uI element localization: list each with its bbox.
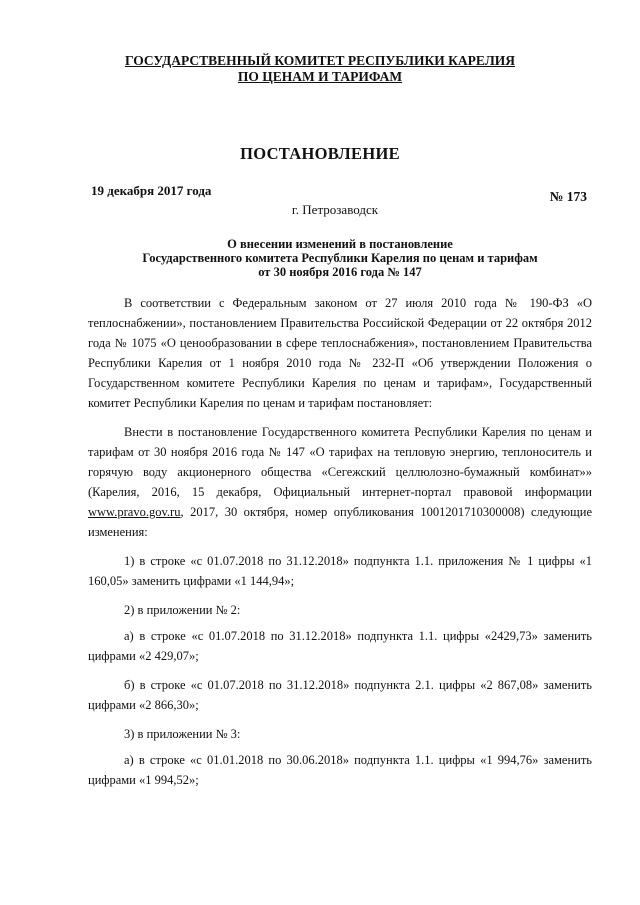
issuer-line-2: ПО ЦЕНАМ И ТАРИФАМ <box>237 69 403 84</box>
amendment-item-3a: а) в строке «с 01.01.2018 по 30.06.2018» подпункта 1.1. цифры «1 994,76» заменить цифрами «1 994,52»; <box>88 753 592 787</box>
document-type-title: ПОСТАНОВЛЕНИЕ <box>240 144 400 163</box>
issuer-line-1: ГОСУДАРСТВЕННЫЙ КОМИТЕТ РЕСПУБЛИКИ КАРЕЛИЯ <box>124 53 516 68</box>
amendment-item-3: 3) в приложении № 3: <box>124 727 241 741</box>
document-city: г. Петрозаводск <box>291 202 379 217</box>
subject-line-2: Государственного комитета Республики Карелия по ценам и тарифам <box>142 251 538 265</box>
issuer-header <box>0 53 640 85</box>
document-number: № 173 <box>549 189 587 204</box>
intro-text-2: , 2017, 30 октября, номер опубликования 1001201710300008) следующие изменения: <box>88 505 592 539</box>
intro-text-1: Внести в постановление Государственного комитета Республики Карелия по ценам и тарифам от 30 ноября 2016 года № 147 «О тарифах на тепловую энергию, теплоноситель и горячую воду акционерного общества «Сегежский целлюлозно-бумажный комбинат»» (Карелия, 2016, 15 декабря, Официальный интернет-портал правовой информации <box>88 425 592 499</box>
document-date: 19 декабря 2017 года <box>91 183 212 198</box>
amendment-item-2b: б) в строке «с 01.07.2018 по 31.12.2018» подпункта 2.1. цифры «2 867,08» заменить цифрами «2 866,30»; <box>88 678 592 712</box>
subject-line-3: от 30 ноября 2016 года № 147 <box>258 265 422 279</box>
document-body <box>88 293 592 799</box>
document-subject <box>90 237 590 279</box>
preamble-paragraph: В соответствии с Федеральным законом от 27 июля 2010 года № 190-ФЗ «О теплоснабжении», постановлением Правительства Российской Федерации от 22 октября 2012 года № 1075 «О ценообразовании в сфере теплоснабжения», постановлением Правительства Республики Карелия от 1 ноября 2010 года № 232-П «Об утверждении Положения о Государственном комитете Республики Карелия по ценам и тарифам», Государственный комитет Республики Карелия по ценам и тарифам постановляет: <box>88 296 592 410</box>
amendment-item-1: 1) в строке «с 01.07.2018 по 31.12.2018» подпункта 1.1. приложения № 1 цифры «1 160,05» заменить цифрами «1 144,94»; <box>88 554 592 588</box>
subject-line-1: О внесении изменений в постановление <box>227 237 453 251</box>
amendment-item-2a: а) в строке «с 01.07.2018 по 31.12.2018» подпункта 1.1. цифры «2429,73» заменить цифрами «2 429,07»; <box>88 629 592 663</box>
amendment-item-2: 2) в приложении № 2: <box>124 603 241 617</box>
pravo-link[interactable]: www.pravo.gov.ru <box>88 505 181 519</box>
intro-paragraph <box>88 422 592 542</box>
